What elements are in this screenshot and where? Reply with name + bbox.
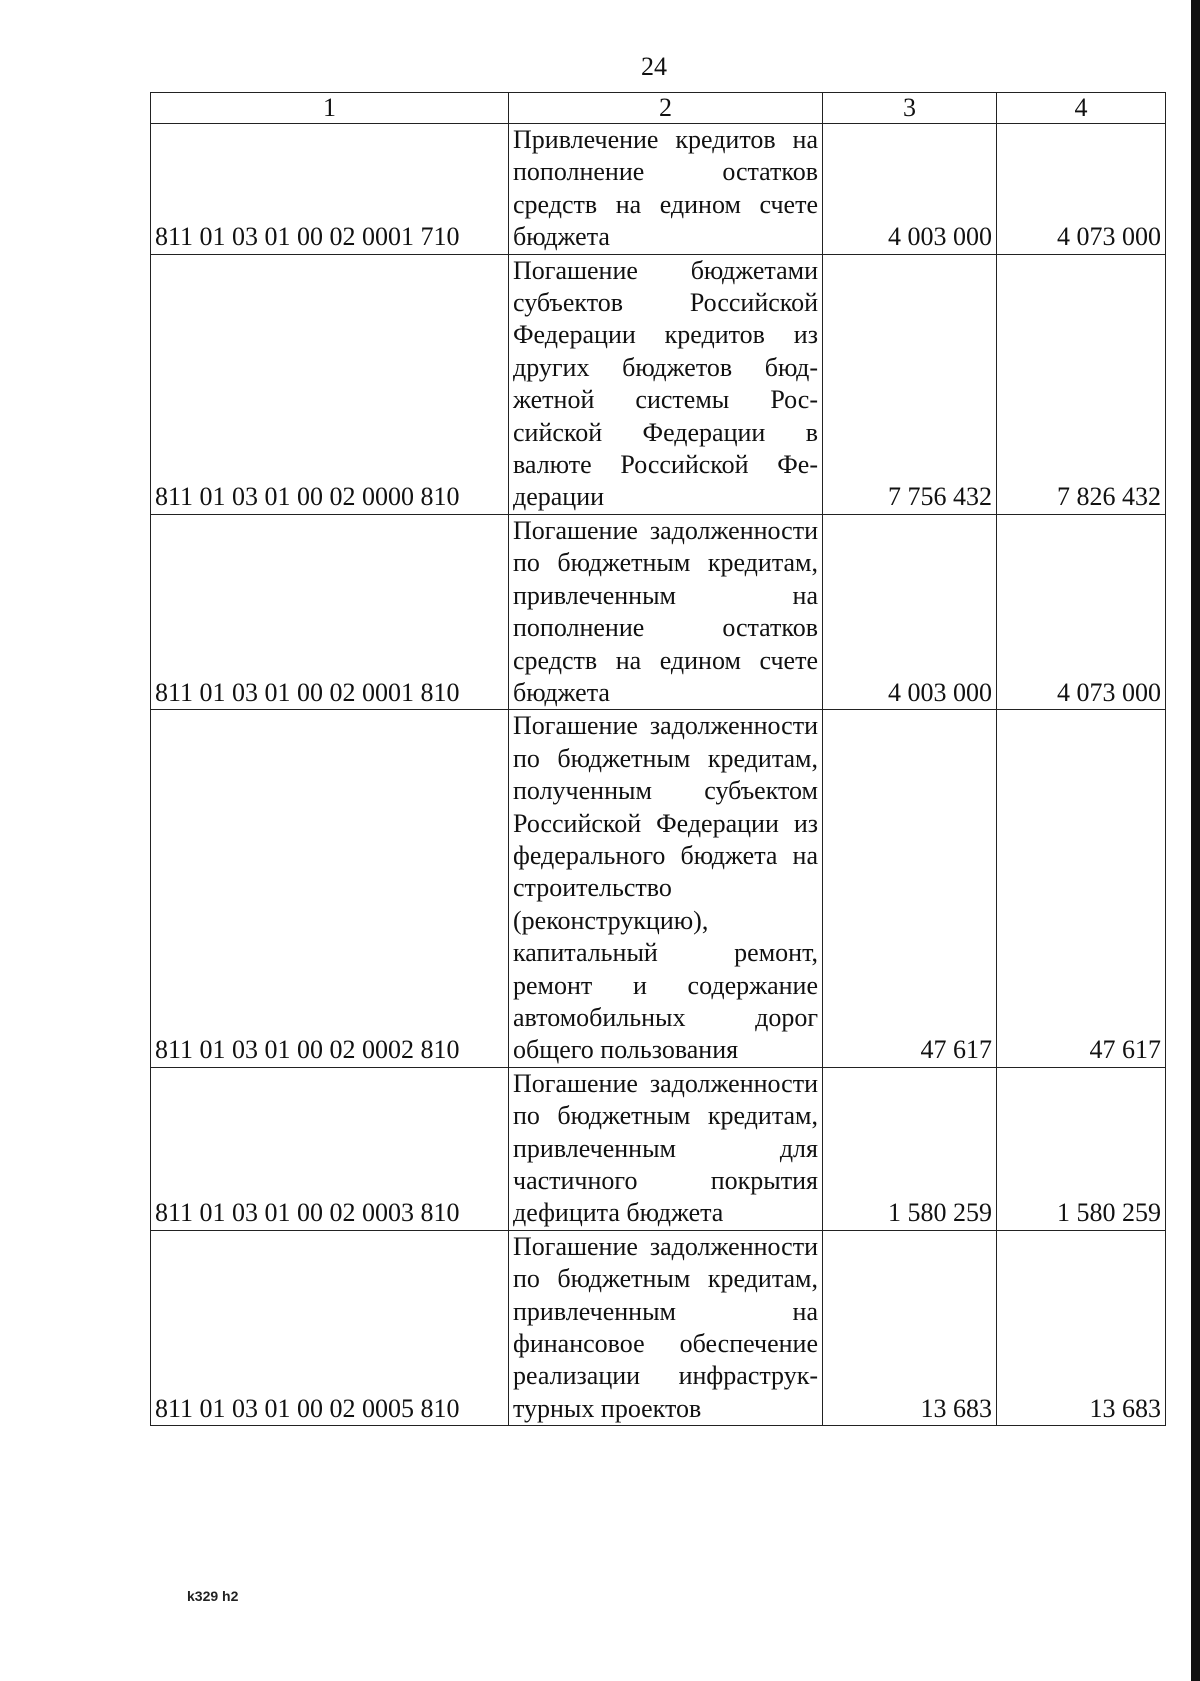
amount-col4-cell: 4 073 000 xyxy=(997,514,1166,709)
table-row xyxy=(151,124,1166,255)
description-cell: Погашение задолженности по бюджетным кредитам, привлеченным на финансовое обеспечение реализации инфраструктурных проектов xyxy=(509,1230,823,1425)
budget-table xyxy=(150,92,1166,1426)
page-number: 24 xyxy=(641,52,667,81)
table-row xyxy=(151,1230,1166,1425)
amount-col3-cell: 47 617 xyxy=(823,710,997,1067)
budget-code-cell: 811 01 03 01 00 02 0000 810 xyxy=(151,254,509,514)
amount-col3-cell: 4 003 000 xyxy=(823,124,997,255)
amount-col3-cell: 1 580 259 xyxy=(823,1067,997,1230)
table-row xyxy=(151,514,1166,709)
budget-code-cell: 811 01 03 01 00 02 0005 810 xyxy=(151,1230,509,1425)
amount-col4-cell: 47 617 xyxy=(997,710,1166,1067)
amount-col4-cell: 1 580 259 xyxy=(997,1067,1166,1230)
column-header-3: 3 xyxy=(823,93,997,124)
table-row xyxy=(151,710,1166,1067)
description-cell: Погашение задолженности по бюджетным кредитам, полученным субъектом Российской Федерации из федерального бюджета на строительство (реконструкцию), капитальный ремонт, ремонт и содержание автомобильных дорог общего пользования xyxy=(509,710,823,1067)
table-row xyxy=(151,254,1166,514)
column-header-4: 4 xyxy=(997,93,1166,124)
amount-col3-cell: 4 003 000 xyxy=(823,514,997,709)
header-row xyxy=(151,93,1166,124)
column-header-1: 1 xyxy=(151,93,509,124)
description-cell: Погашение бюджетами субъектов Российской Федерации кредитов из других бюджетов бюджетной системы Российской Федерации в валюте Российской Федерации xyxy=(509,254,823,514)
amount-col3-cell: 13 683 xyxy=(823,1230,997,1425)
budget-code-cell: 811 01 03 01 00 02 0001 810 xyxy=(151,514,509,709)
document-code: k329 h2 xyxy=(187,1588,239,1604)
budget-code-cell: 811 01 03 01 00 02 0001 710 xyxy=(151,124,509,255)
scan-edge xyxy=(1191,0,1200,1681)
amount-col4-cell: 13 683 xyxy=(997,1230,1166,1425)
amount-col4-cell: 4 073 000 xyxy=(997,124,1166,255)
budget-code-cell: 811 01 03 01 00 02 0002 810 xyxy=(151,710,509,1067)
description-cell: Погашение задолженности по бюджетным кредитам, привлеченным на пополнение остатков средств на едином счете бюджета xyxy=(509,514,823,709)
column-header-2: 2 xyxy=(509,93,823,124)
budget-code-cell: 811 01 03 01 00 02 0003 810 xyxy=(151,1067,509,1230)
amount-col3-cell: 7 756 432 xyxy=(823,254,997,514)
description-cell: Погашение задолженности по бюджетным кредитам, привлеченным для частичного покрытия дефицита бюджета xyxy=(509,1067,823,1230)
table-row xyxy=(151,1067,1166,1230)
description-cell: Привлечение кредитов на пополнение остатков средств на едином счете бюджета xyxy=(509,124,823,255)
amount-col4-cell: 7 826 432 xyxy=(997,254,1166,514)
